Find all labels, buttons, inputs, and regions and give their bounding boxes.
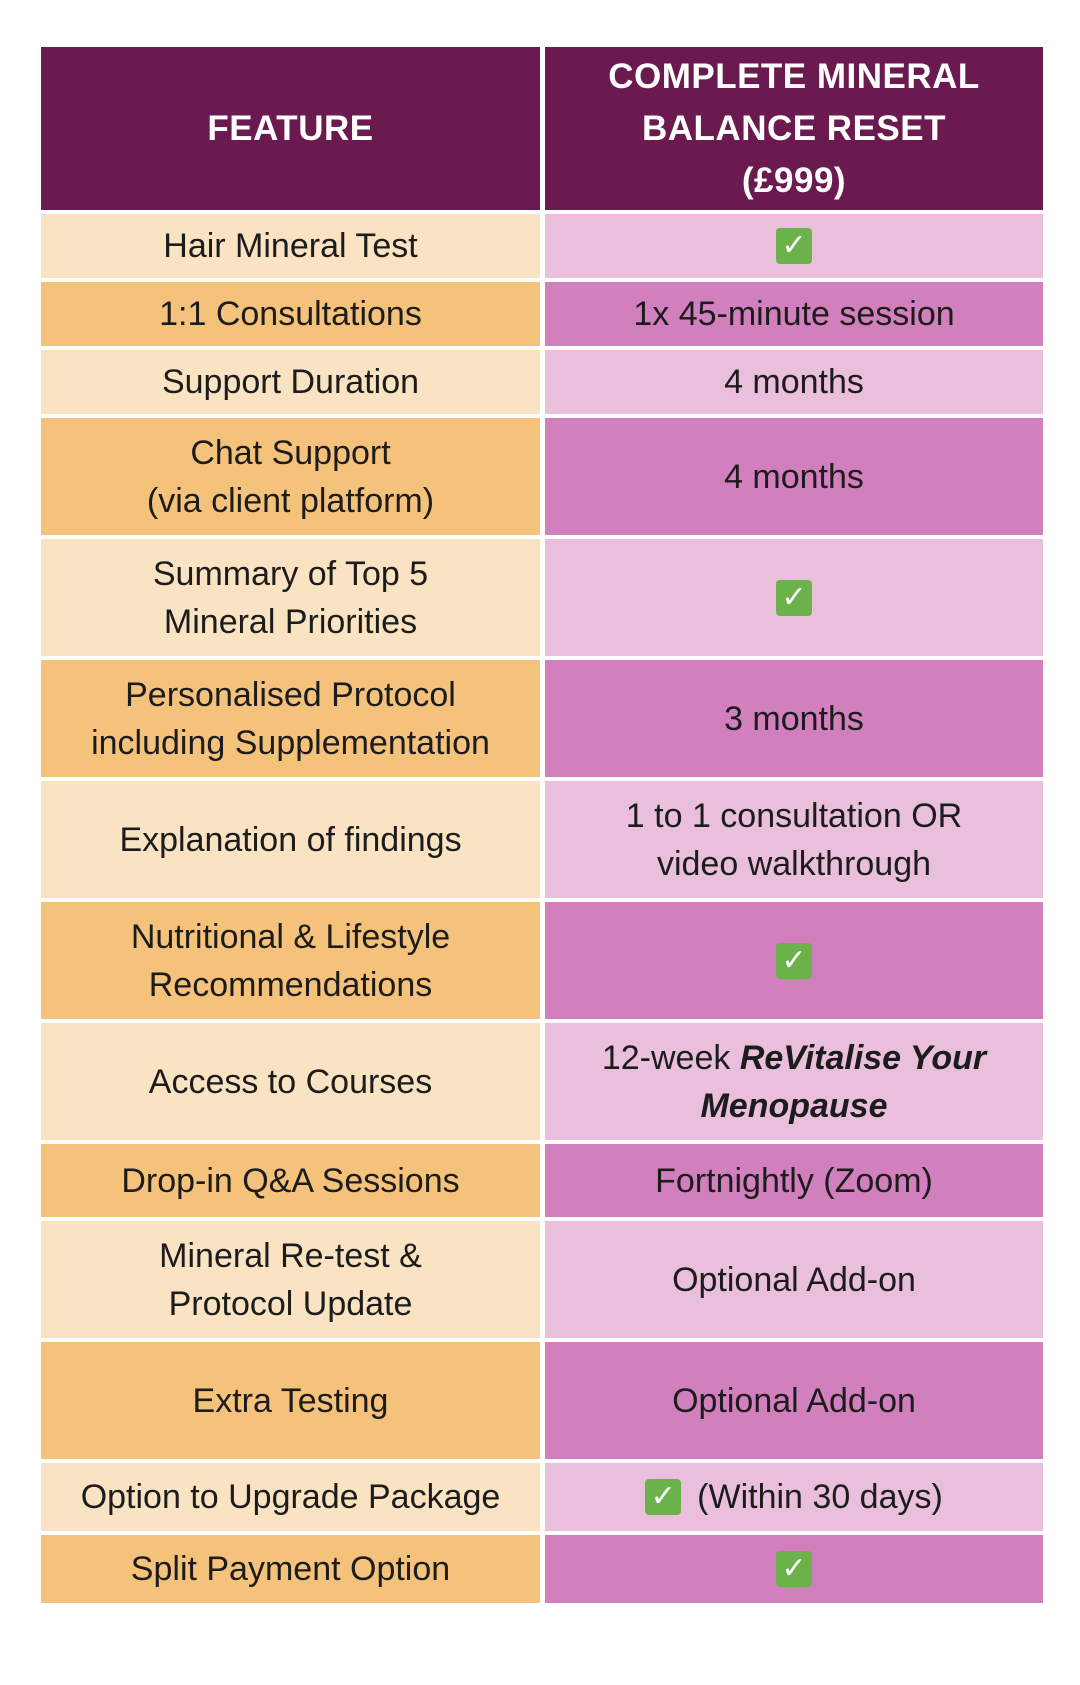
feature-cell bbox=[41, 1144, 540, 1217]
feature-cell bbox=[41, 1463, 540, 1531]
value-cell bbox=[545, 781, 1043, 898]
value-text-line1 bbox=[602, 1034, 986, 1082]
package-header bbox=[545, 47, 1043, 210]
value-cell bbox=[545, 350, 1043, 414]
value-cell bbox=[545, 1144, 1043, 1217]
check-icon: ✓ bbox=[645, 1479, 681, 1515]
feature-label: Hair Mineral Test bbox=[163, 227, 418, 265]
table-row bbox=[41, 1221, 1043, 1338]
feature-cell bbox=[41, 418, 540, 535]
feature-cell bbox=[41, 214, 540, 278]
feature-cell bbox=[41, 781, 540, 898]
value-cell bbox=[545, 539, 1043, 656]
feature-label: Support Duration bbox=[161, 363, 420, 401]
feature-label: Extra Testing bbox=[192, 1381, 389, 1420]
feature-cell bbox=[41, 539, 540, 656]
feature-label: including Supplementation bbox=[91, 723, 490, 762]
feature-label: Personalised Protocol bbox=[125, 675, 456, 714]
feature-label: Drop-in Q&A Sessions bbox=[121, 1161, 460, 1200]
value-text: 4 months bbox=[724, 363, 864, 401]
course-name-cont: Menopause bbox=[700, 1086, 888, 1125]
feature-label: Mineral Re-test & bbox=[159, 1236, 422, 1275]
table-row bbox=[41, 214, 1043, 278]
feature-label: Recommendations bbox=[148, 965, 433, 1004]
check-icon: ✓ bbox=[776, 580, 812, 616]
table-row bbox=[41, 1342, 1043, 1459]
feature-cell bbox=[41, 1221, 540, 1338]
table-row bbox=[41, 1463, 1043, 1531]
comparison-table bbox=[41, 47, 1043, 1607]
value-text: (Within 30 days) bbox=[697, 1478, 943, 1516]
feature-cell bbox=[41, 1535, 540, 1603]
package-price: (£999) bbox=[741, 160, 847, 200]
feature-header-label: FEATURE bbox=[207, 108, 374, 148]
feature-label: (via client platform) bbox=[146, 481, 435, 520]
value-prefix: 12-week bbox=[601, 1038, 740, 1077]
table-row bbox=[41, 1144, 1043, 1217]
table-row bbox=[41, 350, 1043, 414]
feature-cell bbox=[41, 1023, 540, 1140]
feature-cell bbox=[41, 282, 540, 346]
feature-cell bbox=[41, 660, 540, 777]
value-cell bbox=[545, 902, 1043, 1019]
table-row bbox=[41, 781, 1043, 898]
table-row bbox=[41, 539, 1043, 656]
value-cell bbox=[545, 282, 1043, 346]
value-cell bbox=[545, 1535, 1043, 1603]
value-text: 3 months bbox=[724, 699, 864, 738]
feature-label: Protocol Update bbox=[168, 1284, 413, 1323]
table-header bbox=[41, 47, 1043, 210]
feature-label: Summary of Top 5 bbox=[152, 554, 429, 593]
value-cell bbox=[545, 214, 1043, 278]
value-cell bbox=[545, 418, 1043, 535]
table-row bbox=[41, 1023, 1043, 1140]
feature-label: Nutritional & Lifestyle bbox=[130, 917, 451, 956]
feature-cell bbox=[41, 902, 540, 1019]
package-title-line2: BALANCE RESET bbox=[641, 108, 947, 148]
table-row bbox=[41, 902, 1043, 1019]
table-row bbox=[41, 418, 1043, 535]
feature-label: Explanation of findings bbox=[119, 820, 462, 859]
package-title-line1: COMPLETE MINERAL bbox=[608, 56, 980, 96]
value-text: 1 to 1 consultation OR bbox=[625, 796, 963, 835]
course-name: ReVitalise Your bbox=[739, 1038, 987, 1077]
check-icon: ✓ bbox=[776, 1551, 812, 1587]
value-cell bbox=[545, 1221, 1043, 1338]
check-icon: ✓ bbox=[776, 943, 812, 979]
feature-header bbox=[41, 47, 540, 210]
table-row bbox=[41, 660, 1043, 777]
feature-label: Option to Upgrade Package bbox=[80, 1478, 501, 1516]
value-cell bbox=[545, 660, 1043, 777]
table-row bbox=[41, 282, 1043, 346]
value-text: video walkthrough bbox=[656, 844, 932, 883]
feature-cell bbox=[41, 350, 540, 414]
table-row bbox=[41, 1535, 1043, 1603]
feature-label: Chat Support bbox=[190, 433, 391, 472]
value-cell bbox=[545, 1023, 1043, 1140]
feature-label: Access to Courses bbox=[148, 1062, 433, 1101]
feature-label: 1:1 Consultations bbox=[159, 295, 422, 333]
value-text: 4 months bbox=[724, 457, 864, 496]
value-cell bbox=[545, 1463, 1043, 1531]
value-text: Optional Add-on bbox=[672, 1381, 916, 1420]
value-text: 1x 45-minute session bbox=[633, 295, 955, 333]
value-cell bbox=[545, 1342, 1043, 1459]
value-text: Fortnightly (Zoom) bbox=[655, 1161, 933, 1200]
feature-cell bbox=[41, 1342, 540, 1459]
check-icon: ✓ bbox=[776, 228, 812, 264]
feature-label: Split Payment Option bbox=[130, 1550, 451, 1588]
value-text: Optional Add-on bbox=[672, 1260, 916, 1299]
feature-label: Mineral Priorities bbox=[163, 602, 418, 641]
